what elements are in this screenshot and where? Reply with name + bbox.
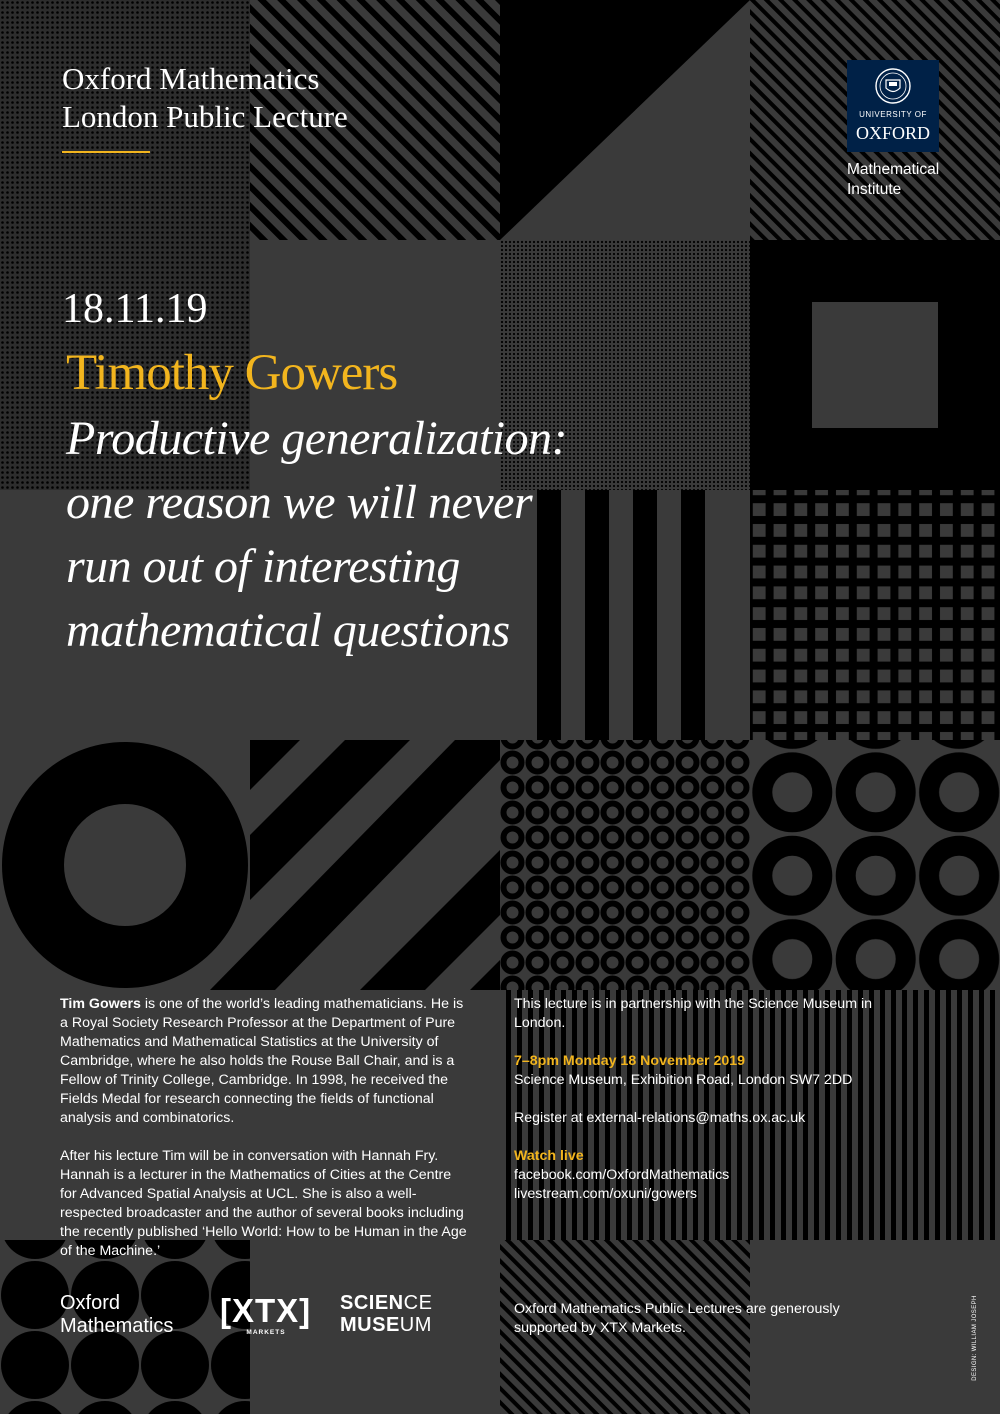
sponsor-note — [514, 1300, 840, 1338]
institute-line-1: Mathematical — [847, 161, 940, 178]
xtx-logo-sub: MARKETS — [246, 1329, 286, 1336]
bio-paragraph-1 — [60, 995, 470, 1128]
event-venue: Science Museum, Exhibition Road, London SW7 2DD — [514, 1072, 853, 1088]
science-logo-bold: SCIEN — [340, 1292, 404, 1314]
speaker-name: Timothy Gowers — [66, 345, 398, 401]
gold-rule — [62, 151, 150, 153]
registration-info[interactable]: Register at external-relations@maths.ox.ac.uk — [514, 1110, 806, 1126]
event-time: 7–8pm Monday 18 November 2019 — [514, 1053, 746, 1069]
lecture-title-line-4: mathematical questions — [66, 604, 510, 657]
watch-live — [514, 1147, 884, 1204]
partnership-note: This lecture is in partnership with the Science Museum in London. — [514, 996, 872, 1031]
oxford-crest-icon — [873, 66, 913, 106]
oxford-mathematics-logo-line-1: Oxford — [60, 1292, 121, 1314]
watch-live-label: Watch live — [514, 1148, 584, 1164]
mathematical-institute-label — [847, 160, 939, 200]
institute-line-2: Institute — [847, 181, 902, 198]
xtx-markets-logo — [220, 1293, 312, 1339]
science-museum-logo — [340, 1292, 432, 1336]
xtx-logo-wordmark: [XTX] — [220, 1292, 312, 1329]
bio-paragraph-1-text: is one of the world’s leading mathematicians. He is a Royal Society Research Professor at the Department of Pure Mathematics and Mathematical Statistics at the University of Cambridge, where he also holds the Rouse Ball Chair, and is a Fellow of Trinity College, Cambridge. In 1998, he received the Fields Medal for research connecting the fields of functional analysis and combinatorics. — [60, 996, 464, 1126]
oxford-logo-university-of: UNIVERSITY OF — [859, 110, 927, 119]
oxford-mathematics-logo — [60, 1292, 173, 1338]
lecture-title-line-1: Productive generalization: — [66, 412, 568, 465]
oxford-mathematics-logo-line-2: Mathematics — [60, 1315, 174, 1337]
oxford-logo — [847, 60, 939, 152]
bio-paragraph-2: After his lecture Tim will be in conversation with Hannah Fry. Hannah is a lecturer in the Mathematics of Cities at the Centre for Advanced Spatial Analysis at UCL. She is also a well-respected broadcaster and the author of several books including the recently published ‘Hello World: How to be Human in the Age of the Machine.’ — [60, 1148, 467, 1259]
lecture-title-line-2: one reason we will never — [66, 476, 533, 529]
bio-speaker-name: Tim Gowers — [60, 996, 141, 1012]
event-info — [514, 995, 884, 1223]
lecture-title — [66, 407, 567, 663]
watch-link-facebook[interactable]: facebook.com/OxfordMathematics — [514, 1167, 730, 1183]
museum-logo-light: UM — [399, 1314, 432, 1336]
oxford-logo-wordmark: OXFORD — [855, 123, 930, 143]
lecture-title-line-3: run out of interesting — [66, 540, 460, 593]
lecture-date: 18.11.19 — [62, 286, 208, 332]
watch-link-livestream[interactable]: livestream.com/oxuni/gowers — [514, 1186, 697, 1202]
series-line-2: London Public Lecture — [62, 99, 348, 134]
design-credit: DESIGN: WILLIAM JOSEPH — [972, 1295, 978, 1381]
lecture-series-title — [62, 60, 348, 136]
series-line-1: Oxford Mathematics — [62, 61, 320, 96]
museum-logo-bold: MUSE — [340, 1314, 400, 1336]
event-details — [514, 1052, 884, 1090]
sponsor-line-2: supported by XTX Markets. — [514, 1320, 686, 1336]
speaker-bio — [60, 995, 470, 1280]
sponsor-line-1: Oxford Mathematics Public Lectures are generously — [514, 1301, 840, 1317]
science-logo-light: CE — [403, 1292, 433, 1314]
